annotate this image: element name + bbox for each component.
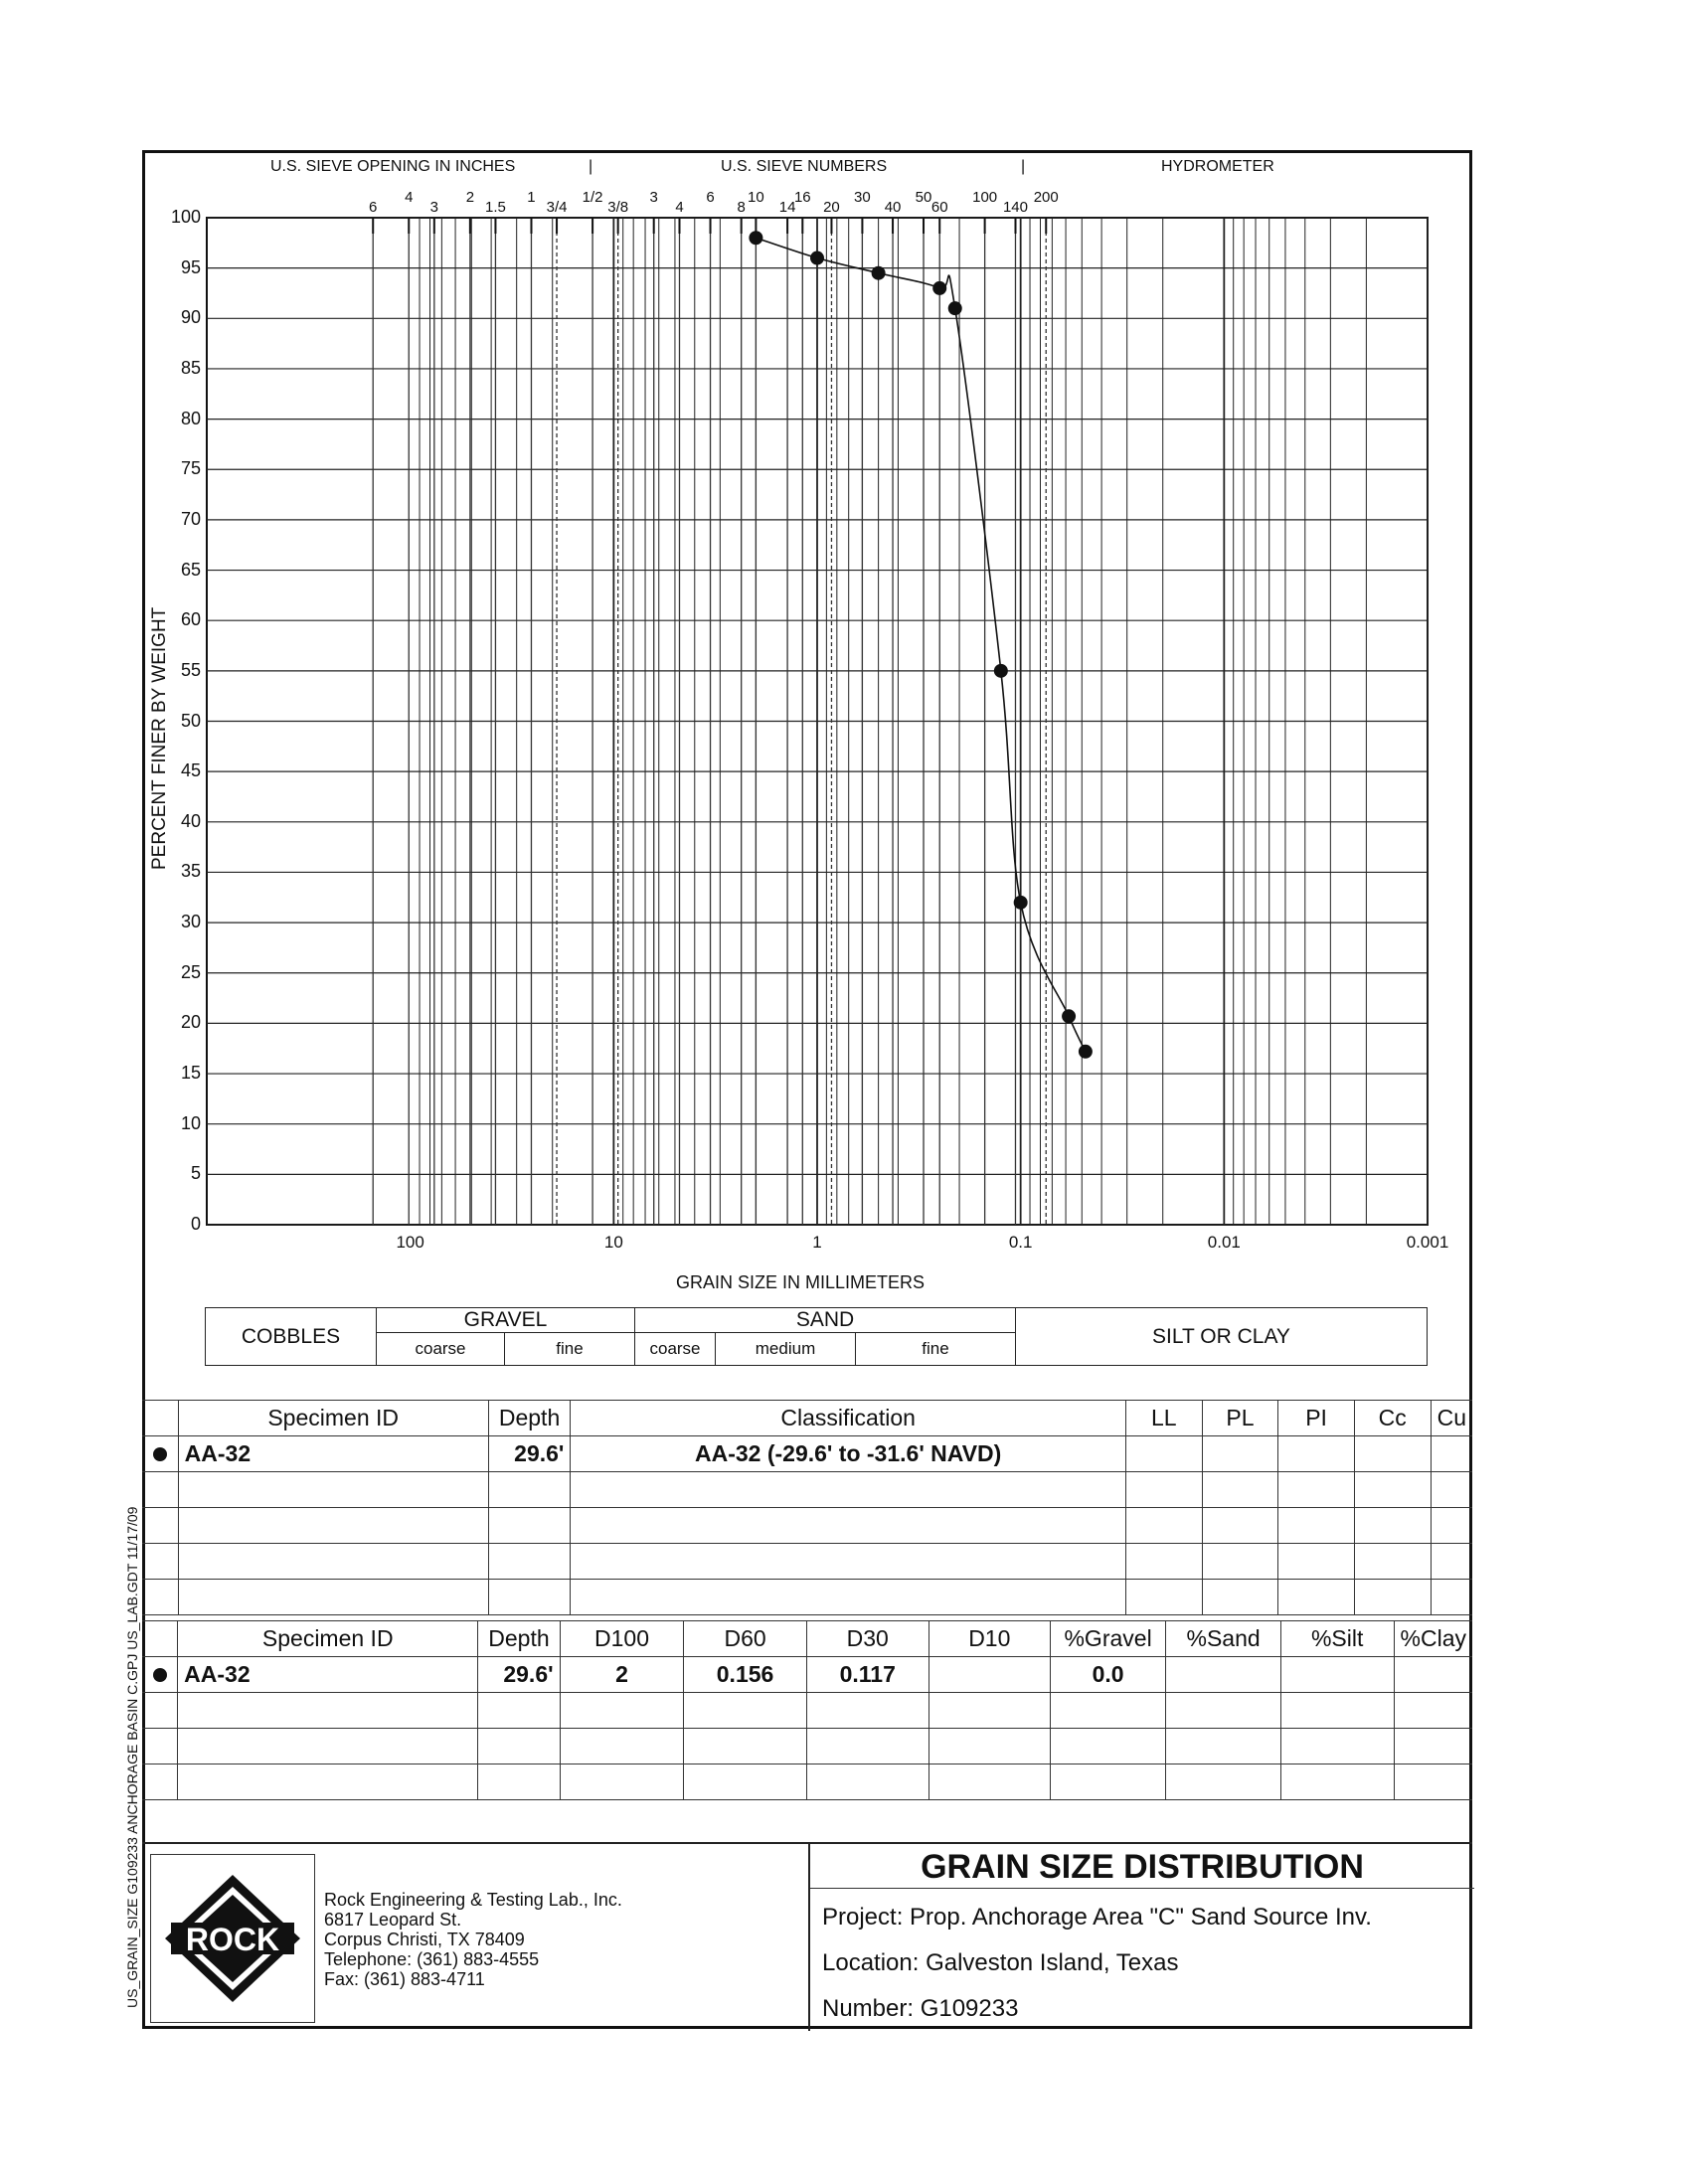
d10-value (928, 1657, 1050, 1693)
y-tick-label: 85 (180, 357, 201, 378)
d100-value: 2 (560, 1657, 684, 1693)
x-tick-label: 0.1 (1008, 1233, 1033, 1252)
col-specimen-id-2: Specimen ID (178, 1621, 478, 1657)
col-d30: D30 (806, 1621, 928, 1657)
data-point (948, 301, 962, 315)
sand-fine-cell: fine (856, 1333, 1016, 1366)
soil-classification-table (205, 1307, 1428, 1366)
y-tick-label: 65 (180, 559, 201, 580)
y-tick-label: 100 (170, 207, 201, 227)
table-row (142, 1436, 1472, 1472)
project-info (808, 1844, 1474, 2031)
y-tick-label: 35 (180, 861, 201, 882)
data-point (749, 231, 762, 245)
x-tick-label: 0.01 (1207, 1233, 1241, 1252)
col-depth: Depth (488, 1401, 571, 1436)
data-point (932, 281, 946, 295)
col-silt-pct: %Silt (1280, 1621, 1394, 1657)
y-tick-label: 80 (180, 408, 201, 428)
cobbles-cell: COBBLES (206, 1308, 377, 1366)
sieve-label: 100 (972, 189, 998, 206)
y-tick-label: 70 (180, 508, 201, 529)
sieve-label: 40 (884, 199, 902, 216)
gravel-pct-value: 0.0 (1050, 1657, 1166, 1693)
header-separator-1: | (589, 158, 593, 175)
sieve-label: 60 (930, 199, 948, 216)
sieve-label: 20 (823, 199, 840, 216)
y-axis-label: PERCENT FINER BY WEIGHT (149, 606, 170, 870)
specimen-classification-table (142, 1400, 1472, 1615)
gravel-fine-cell: fine (505, 1333, 635, 1366)
side-file-label: US_GRAIN_SIZE G109233 ANCHORAGE BASIN C.GPJ US_LAB.GDT 11/17/09 (124, 1506, 140, 2008)
y-tick-label: 25 (180, 961, 201, 982)
data-point (1079, 1045, 1093, 1059)
sieve-label: 2 (465, 189, 475, 206)
gravel-coarse-cell: coarse (377, 1333, 505, 1366)
x-tick-label: 100 (396, 1233, 424, 1252)
col-specimen-id: Specimen ID (178, 1401, 488, 1436)
specimen-depth-2: 29.6' (478, 1657, 560, 1693)
col-pi: PI (1278, 1401, 1355, 1436)
y-tick-label: 75 (180, 458, 201, 479)
y-tick-label: 5 (190, 1163, 201, 1184)
sieve-label: 4 (405, 189, 414, 206)
location-line: Location: Galveston Island, Texas (822, 1949, 1179, 1976)
specimen-depth: 29.6' (488, 1436, 571, 1472)
silt-clay-cell: SILT OR CLAY (1016, 1308, 1428, 1366)
sieve-numbers-label: U.S. SIEVE NUMBERS (721, 158, 888, 175)
project-line: Project: Prop. Anchorage Area "C" Sand Source Inv. (822, 1904, 1372, 1931)
sieve-label: 6 (369, 199, 378, 216)
data-point (1062, 1009, 1076, 1023)
sieve-label: 16 (793, 189, 811, 206)
x-tick-label: 0.001 (1406, 1233, 1449, 1252)
y-tick-label: 95 (180, 256, 201, 277)
data-point (872, 266, 886, 280)
data-point (994, 664, 1008, 678)
sieve-label: 8 (737, 199, 746, 216)
sieve-label: 1/2 (582, 189, 603, 206)
sieve-label: 10 (748, 189, 764, 206)
company-name: Rock Engineering & Testing Lab., Inc. (324, 1890, 622, 1910)
col-cu: Cu (1431, 1401, 1472, 1436)
y-tick-label: 0 (190, 1214, 201, 1234)
col-depth-2: Depth (478, 1621, 560, 1657)
gravel-cell: GRAVEL (377, 1308, 635, 1333)
company-address2: Corpus Christi, TX 78409 (324, 1930, 525, 1949)
footer (142, 1842, 1472, 2031)
report-title: GRAIN SIZE DISTRIBUTION (810, 1844, 1474, 1889)
company-phone: Telephone: (361) 883-4555 (324, 1949, 540, 1969)
y-tick-label: 15 (180, 1063, 201, 1084)
series-marker-icon (153, 1447, 167, 1461)
header-separator-2: | (1021, 158, 1026, 175)
logo-box (150, 1854, 315, 2023)
sand-coarse-cell: coarse (635, 1333, 716, 1366)
specimen-id-2: AA-32 (178, 1657, 478, 1693)
col-d10: D10 (928, 1621, 1050, 1657)
sieve-label: 200 (1033, 189, 1059, 206)
sieve-opening-label: U.S. SIEVE OPENING IN INCHES (270, 158, 516, 175)
col-sand-pct: %Sand (1166, 1621, 1280, 1657)
table-row (142, 1657, 1472, 1693)
sieve-label: 140 (1002, 199, 1028, 216)
x-tick-label: 1 (812, 1233, 822, 1252)
col-classification: Classification (571, 1401, 1126, 1436)
sieve-label: 30 (854, 189, 871, 206)
sieve-label: 50 (915, 189, 932, 206)
y-tick-label: 20 (180, 1012, 201, 1033)
sieve-label: 14 (778, 199, 796, 216)
col-ll: LL (1125, 1401, 1202, 1436)
series-marker-icon (153, 1668, 167, 1682)
sieve-label: 3/4 (546, 199, 568, 216)
sieve-label: 1 (527, 189, 536, 206)
logo-text: ROCK (185, 1922, 280, 1957)
y-tick-label: 60 (180, 609, 201, 630)
rock-logo-icon (151, 1855, 314, 2022)
col-cc: Cc (1354, 1401, 1431, 1436)
hydrometer-label: HYDROMETER (1161, 158, 1274, 175)
company-fax: Fax: (361) 883-4711 (324, 1969, 485, 1989)
series-line (756, 238, 1086, 1052)
x-tick-label: 10 (603, 1233, 623, 1252)
company-address1: 6817 Leopard St. (324, 1910, 462, 1930)
col-clay-pct: %Clay (1394, 1621, 1472, 1657)
y-tick-label: 40 (180, 810, 201, 831)
sieve-label: 3 (429, 199, 438, 216)
sand-cell: SAND (635, 1308, 1016, 1333)
specimen-classification: AA-32 (-29.6' to -31.6' NAVD) (571, 1436, 1126, 1472)
y-tick-label: 50 (180, 710, 201, 731)
d60-value: 0.156 (684, 1657, 806, 1693)
company-block (324, 1890, 622, 1989)
sieve-label: 3/8 (607, 199, 629, 216)
y-tick-label: 90 (180, 307, 201, 328)
sieve-label: 6 (706, 189, 715, 206)
sand-medium-cell: medium (716, 1333, 856, 1366)
col-gravel-pct: %Gravel (1050, 1621, 1166, 1657)
specimen-id: AA-32 (178, 1436, 488, 1472)
y-tick-label: 45 (180, 760, 201, 781)
col-pl: PL (1202, 1401, 1278, 1436)
x-axis-label: GRAIN SIZE IN MILLIMETERS (676, 1272, 926, 1292)
d30-value: 0.117 (806, 1657, 928, 1693)
col-d100: D100 (560, 1621, 684, 1657)
y-tick-label: 55 (180, 659, 201, 680)
number-line: Number: G109233 (822, 1995, 1019, 2022)
data-point (1014, 896, 1028, 910)
y-tick-label: 30 (180, 912, 201, 932)
y-tick-label: 10 (180, 1112, 201, 1133)
sieve-label: 4 (675, 199, 684, 216)
sieve-label: 3 (649, 189, 658, 206)
data-point (810, 252, 824, 265)
specimen-gradation-table (142, 1620, 1472, 1800)
sieve-label: 1.5 (484, 199, 506, 216)
col-d60: D60 (684, 1621, 806, 1657)
